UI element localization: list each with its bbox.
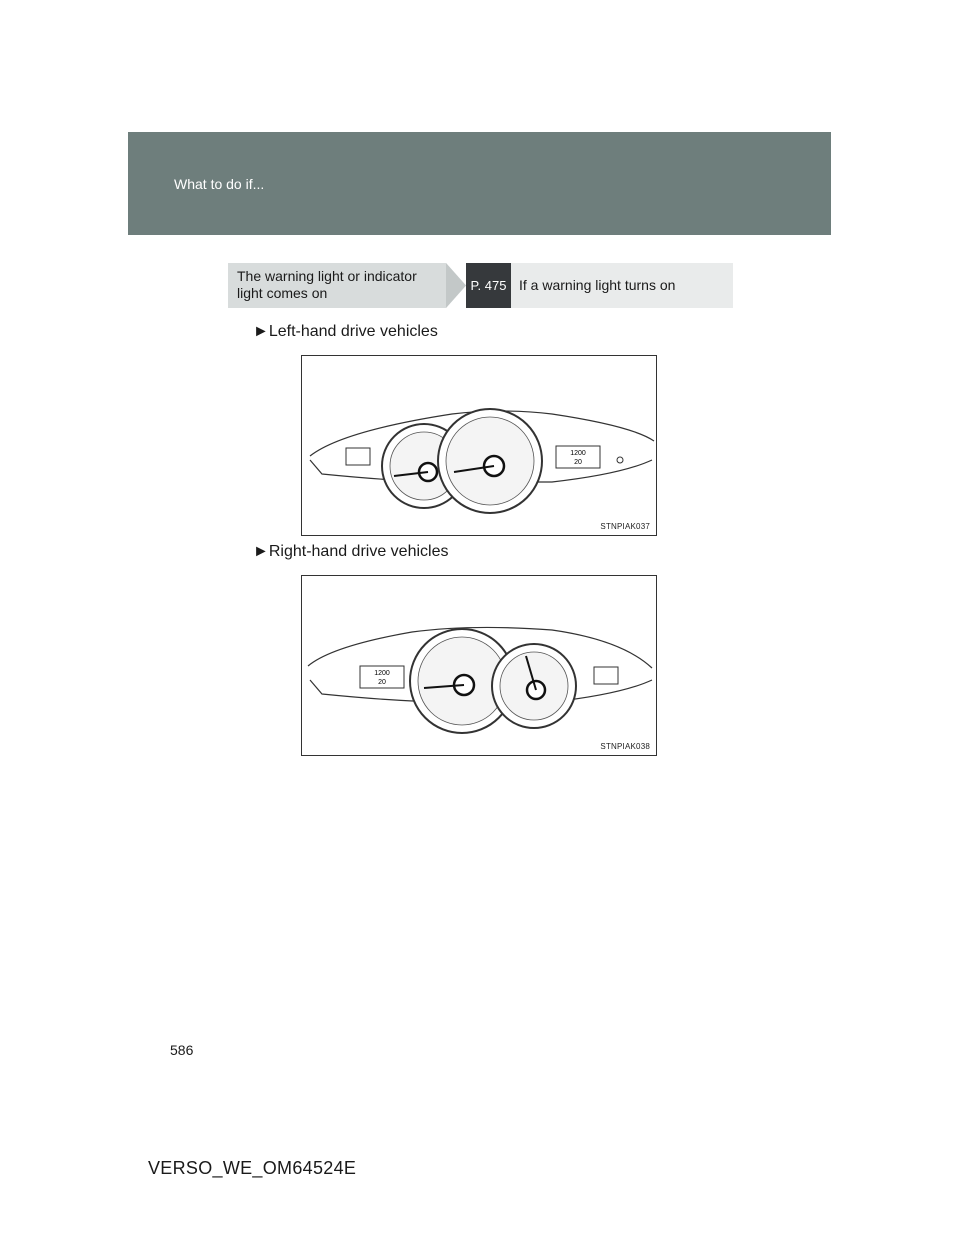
lhd-cluster-illustration: [302, 356, 658, 537]
subheading-left-hand-drive: ►Left-hand drive vehicles: [253, 323, 438, 340]
condition-text: The warning light or indicator light comes on: [237, 268, 417, 301]
page-reference-link[interactable]: P. 475: [466, 263, 511, 308]
rhd-cluster-illustration: [302, 576, 658, 757]
subheading-right-hand-drive: ►Right-hand drive vehicles: [253, 543, 449, 560]
section-title: What to do if...: [174, 176, 265, 192]
figure-code: STNPIAK037: [600, 522, 650, 531]
figure-rhd-instrument-cluster: [301, 575, 657, 756]
rhd-display-top: 1200: [374, 670, 390, 677]
condition-cell: [228, 263, 466, 308]
figure-lhd-instrument-cluster: [301, 355, 657, 536]
page-number: 586: [170, 1042, 194, 1058]
header-band: [128, 132, 831, 235]
rhd-display-bottom: 20: [378, 679, 386, 686]
action-cell: [511, 263, 733, 308]
warning-reference-row: [228, 263, 733, 308]
lhd-display-top: 1200: [570, 450, 586, 457]
action-text: If a warning light turns on: [519, 277, 676, 293]
lhd-display-bottom: 20: [574, 459, 582, 466]
document-id: VERSO_WE_OM64524E: [148, 1158, 357, 1178]
figure-code: STNPIAK038: [600, 742, 650, 751]
